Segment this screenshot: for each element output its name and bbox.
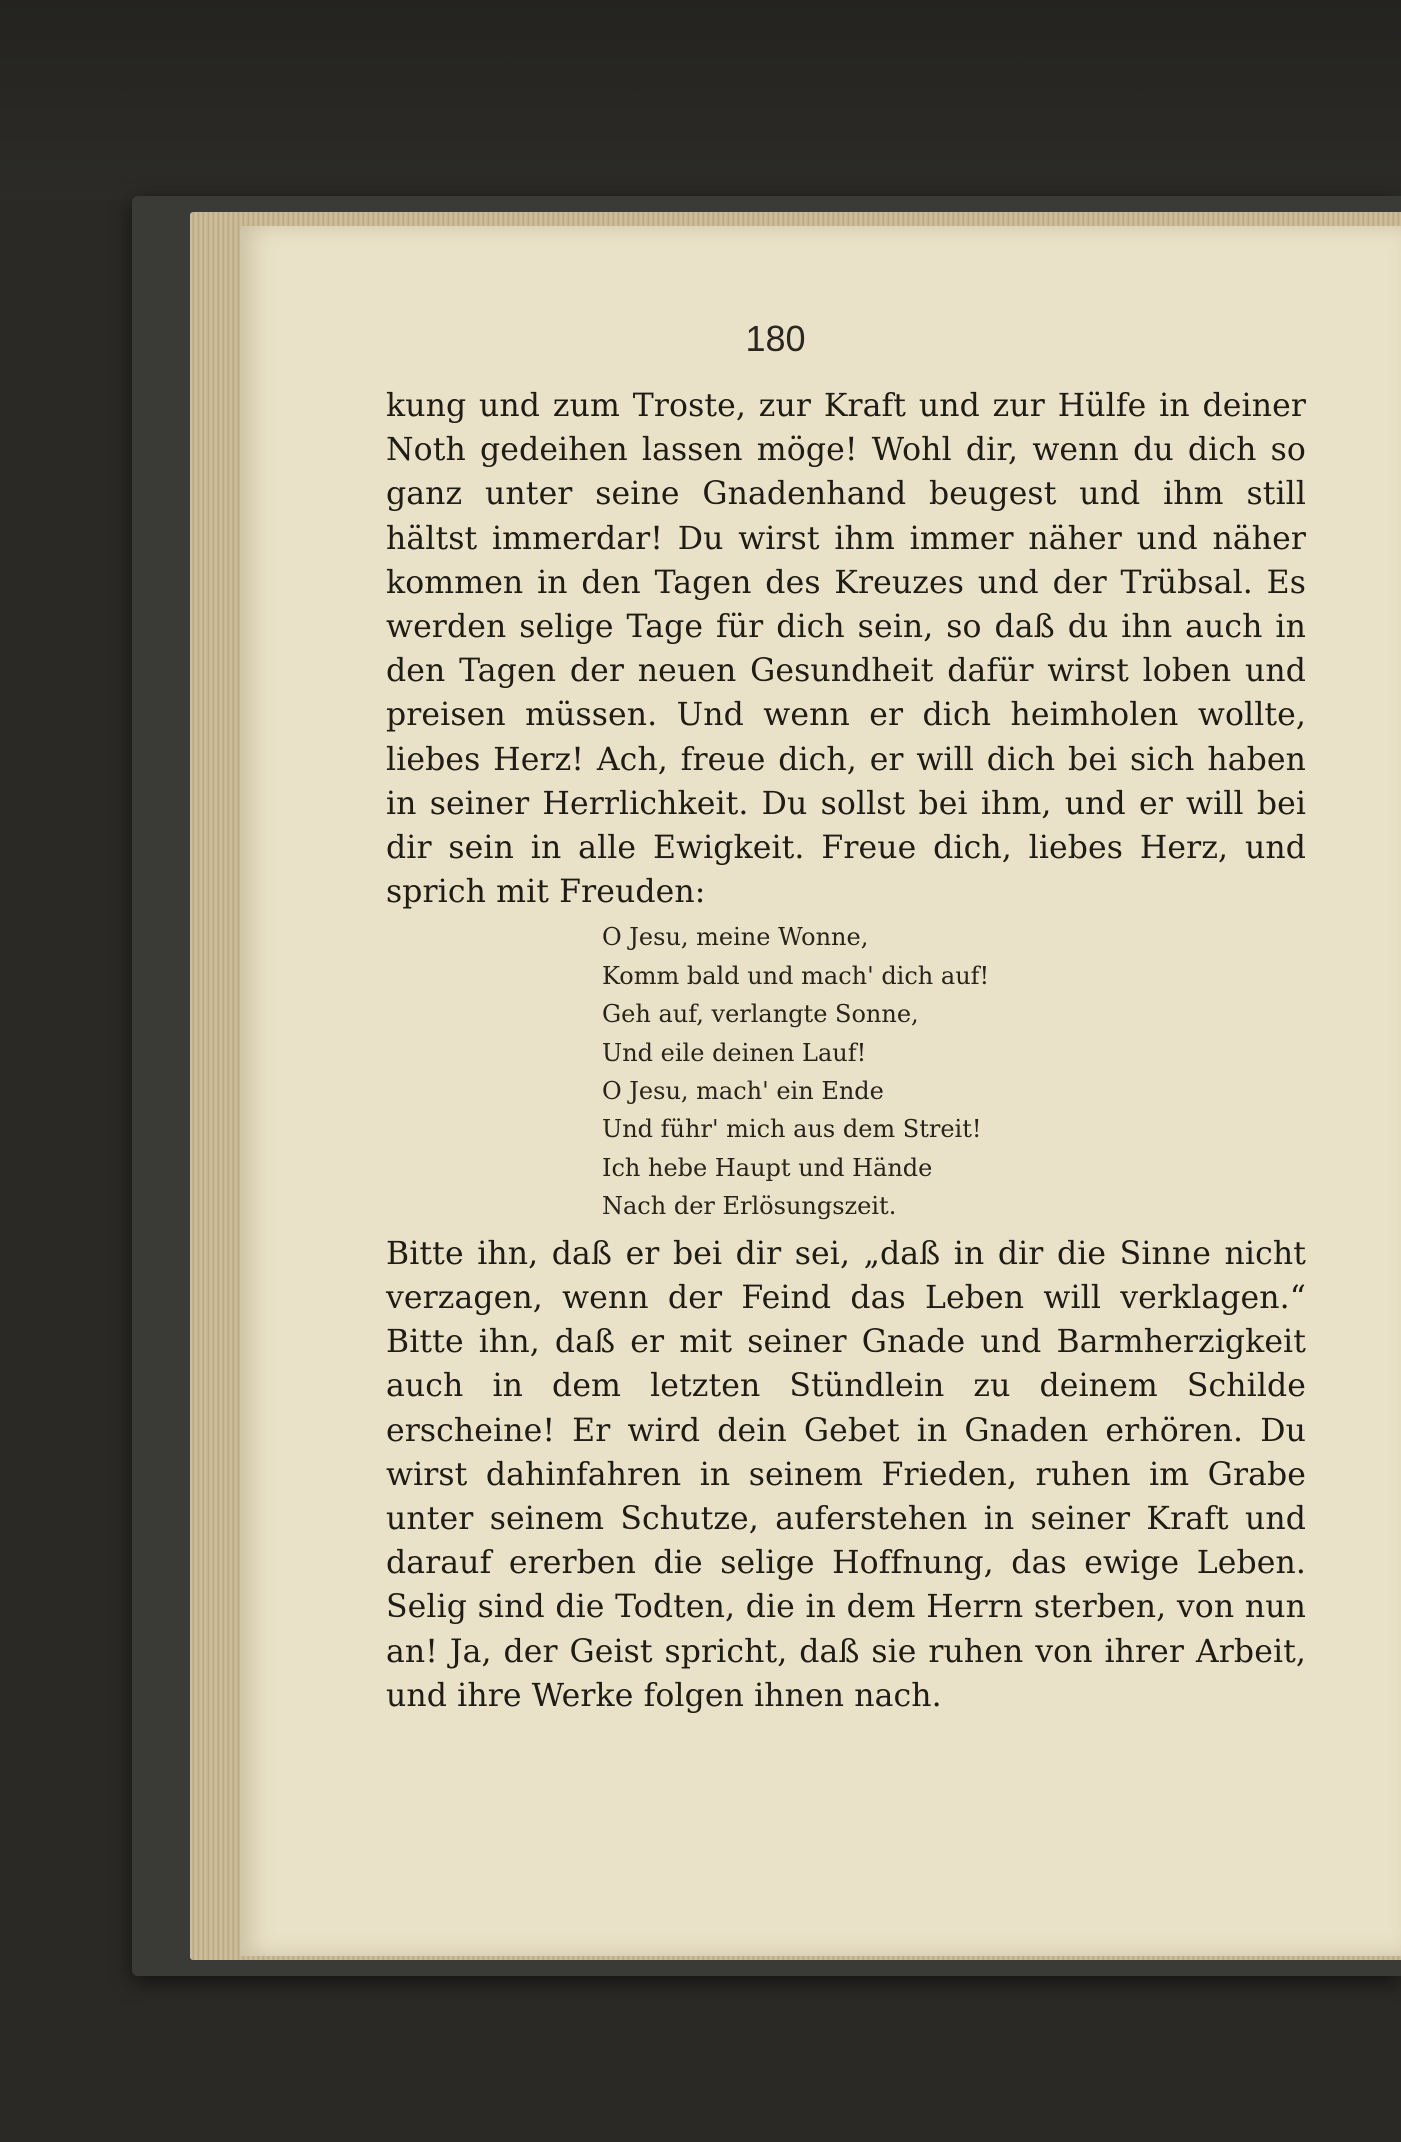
verse-line: O Jesu, mach' ein Ende bbox=[602, 1077, 884, 1106]
verse-line: Ich hebe Haupt und Hände bbox=[602, 1153, 933, 1182]
verse-line: Komm bald und mach' dich auf! bbox=[602, 961, 990, 990]
verse-line: Und führ' mich aus dem Streit! bbox=[602, 1115, 982, 1144]
page-body bbox=[386, 384, 1306, 1718]
dark-background bbox=[0, 0, 1401, 200]
verse-line: Geh auf, verlangte Sonne, bbox=[602, 1000, 919, 1029]
paragraph-2: Bitte ihn, daß er bei dir sei, „daß in dir die Sinne nicht verzagen, wenn der Feind das Leben will verklagen.“ Bitte ihn, daß er mit seiner Gnade und Barmherzigkeit auch in dem letzten Stündlein zu deinem Schilde erscheine! Er wird dein Gebet in Gnaden erhören. Du wirst dahinfahren in seinem Frieden, ruhen im Grabe unter seinem Schutze, auferstehen in seiner Kraft und darauf ererben die selige Hoffnung, das ewige Leben. Selig sind die Todten, die in dem Herrn sterben, von nun an! Ja, der Geist spricht, daß sie ruhen von ihrer Arbeit, und ihre Werke folgen ihnen nach. bbox=[386, 1235, 1306, 1714]
verse-line: Nach der Erlösungszeit. bbox=[602, 1192, 897, 1221]
hymn-verse bbox=[602, 918, 1306, 1225]
verse-line: Und eile deinen Lauf! bbox=[602, 1038, 867, 1067]
verse-line: O Jesu, meine Wonne, bbox=[602, 923, 869, 952]
page-number: 180 bbox=[745, 318, 806, 359]
paragraph-1: kung und zum Troste, zur Kraft und zur Hülfe in deiner Noth gedeihen lassen möge! Wohl dir, wenn du dich so ganz unter seine Gnadenhand beugest und ihm still hältst immerdar! Du wirst ihm immer näher und näher kommen in den Tagen des Kreuzes und der Trübsal. Es werden selige Tage für dich sein, so daß du ihn auch in den Tagen der neuen Gesundheit dafür wirst loben und preisen müssen. Und wenn er dich heimholen wollte, liebes Herz! Ach, freue dich, er will dich bei sich haben in seiner Herrlichkeit. Du sollst bei ihm, und er will bei dir sein in alle Ewigkeit. Freue dich, liebes Herz, und sprich mit Freuden: bbox=[386, 388, 1306, 911]
